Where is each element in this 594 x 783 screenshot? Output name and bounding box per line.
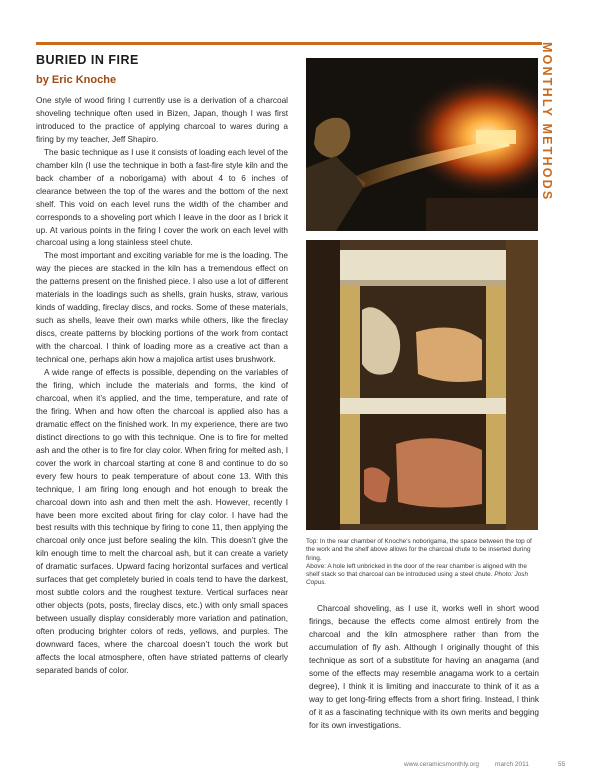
body-paragraph: A wide range of effects is possible, depending on the variables of the firing, which include the materials and forms, the kind of charcoal, when it’s applied, and the time, temperature, and rate of the firing. When and how often the charcoal is applied also has a dramatic effect on the finished work. In my experience, there are two distinct directions to go with this technique. One is to fire for melted ash and the other is to fire for clay color. When firing for melted ash, I cover the work in charcoal starting at cone 8 and continue to do so every few hours to peak temperature of about cone 13. With this technique, I am firing long enough and hot enough to break the charcoal down into ash and then melt the ash. However, recently I have been more excited about firing for clay color. I have had the best results with this technique by firing to cone 11, then applying the charcoal only once just before sealing the kiln. This doesn’t give the kiln enough time to melt the charcoal ash, but it can create a variety of dramatic surfaces. Upward facing horizontal surfaces and vertical surfaces that get completely buried in coals tend to have the darkest, most subtle colors and the roughest texture. Vertical surfaces near other objects (pots, posts, fireclay discs, etc.) with only small spaces between usually display considerably more variation and patination, often producing brighter colors of reds, yellows, and purples. The downward faces, where the charcoal doesn’t touch the work but affects the local atmosphere, often have striated patterns of clearly separated bands of color.: [36, 368, 288, 675]
photo-kiln-chamber: [306, 240, 538, 530]
footer-url[interactable]: www.ceramicsmonthly.org: [404, 761, 480, 768]
article-body-right: [309, 603, 539, 733]
photo-caption: [306, 538, 538, 588]
section-tab-label: MONTHLY METHODS: [540, 42, 554, 202]
body-paragraph: One style of wood firing I currently use is a derivation of a charcoal shoveling technique often used in Bizen, Japan, though I was first introduced to the practice of applying charcoal to wares during a firing by my teacher, Jeff Shapiro.: [36, 96, 288, 144]
page-number: 55: [558, 761, 566, 768]
body-paragraph-right: Charcoal shoveling, as I use it, works well in short wood firings, because the effects come almost entirely from the charcoal and the kiln atmosphere rather than from the accumulation of fly ash. Although I originally thought of this technique as sort of a substitute for having an anagama (and some of the effects may resemble anagama work to a certain degree), I think it is limiting and inaccurate to think of it as a way to get long-firing effects from a short firing. Instead, I think of it as a fascinating technique with its own merits and begging for its own investigations.: [309, 604, 539, 730]
caption-above-text: Above: A hole left unbricked in the door of the rear chamber is aligned with the shelf stack so that charcoal can be introduced using a steel chute.: [306, 562, 527, 579]
caption-above: [306, 563, 538, 588]
photo-kiln-firing-image: [306, 58, 538, 231]
body-paragraph: The basic technique as I use it consists of loading each level of the chamber kiln (I use the technique in both a fast-fire style kiln and the back chamber of a noborigama) with about 4 to 6 inches of clearance between the top of the wares and the bottom of the next shelf. This void on each level runs the width of the chamber and corresponds to a shoveling port which I leave in the door as I brick it up. At various points in the firing I cover the work on each level with charcoal using a long stainless steel chute.: [36, 147, 288, 248]
caption-credit: Photo: Josh Copus.: [306, 571, 529, 587]
body-paragraph: The most important and exciting variable for me is the loading. The way the pieces are stacked in the kiln has a tremendous effect on the patterns present on the finished piece. I also use a lot of different materials in the loadings such as shells, grain husks, straw, various kinds of wadding, fireclay discs, and rocks. Some of these materials, such as shells, leave their own marks while others, like the fireclay discs, create patterns by blocking portions of the work from contact with the charcoal. I think of loading more as a creative act than a technical one, perhaps akin how a majolica artist uses brushwork.: [36, 251, 288, 365]
photo-kiln-chamber-image: [306, 240, 538, 530]
section-tab: [540, 42, 564, 222]
article-byline: by Eric Knoche: [36, 74, 117, 86]
caption-top: Top: In the rear chamber of Knoche’s noborigama, the space between the top of the work and the shelf above allows for the charcoal chute to be inserted during firing.: [306, 538, 532, 562]
article-title: BURIED IN FIRE: [36, 53, 139, 67]
photo-kiln-firing: [306, 58, 538, 231]
header-rule-right: [296, 42, 542, 45]
header-rule: [36, 42, 322, 45]
footer-date: march 2011: [495, 761, 529, 768]
article-body-left: [36, 95, 288, 678]
